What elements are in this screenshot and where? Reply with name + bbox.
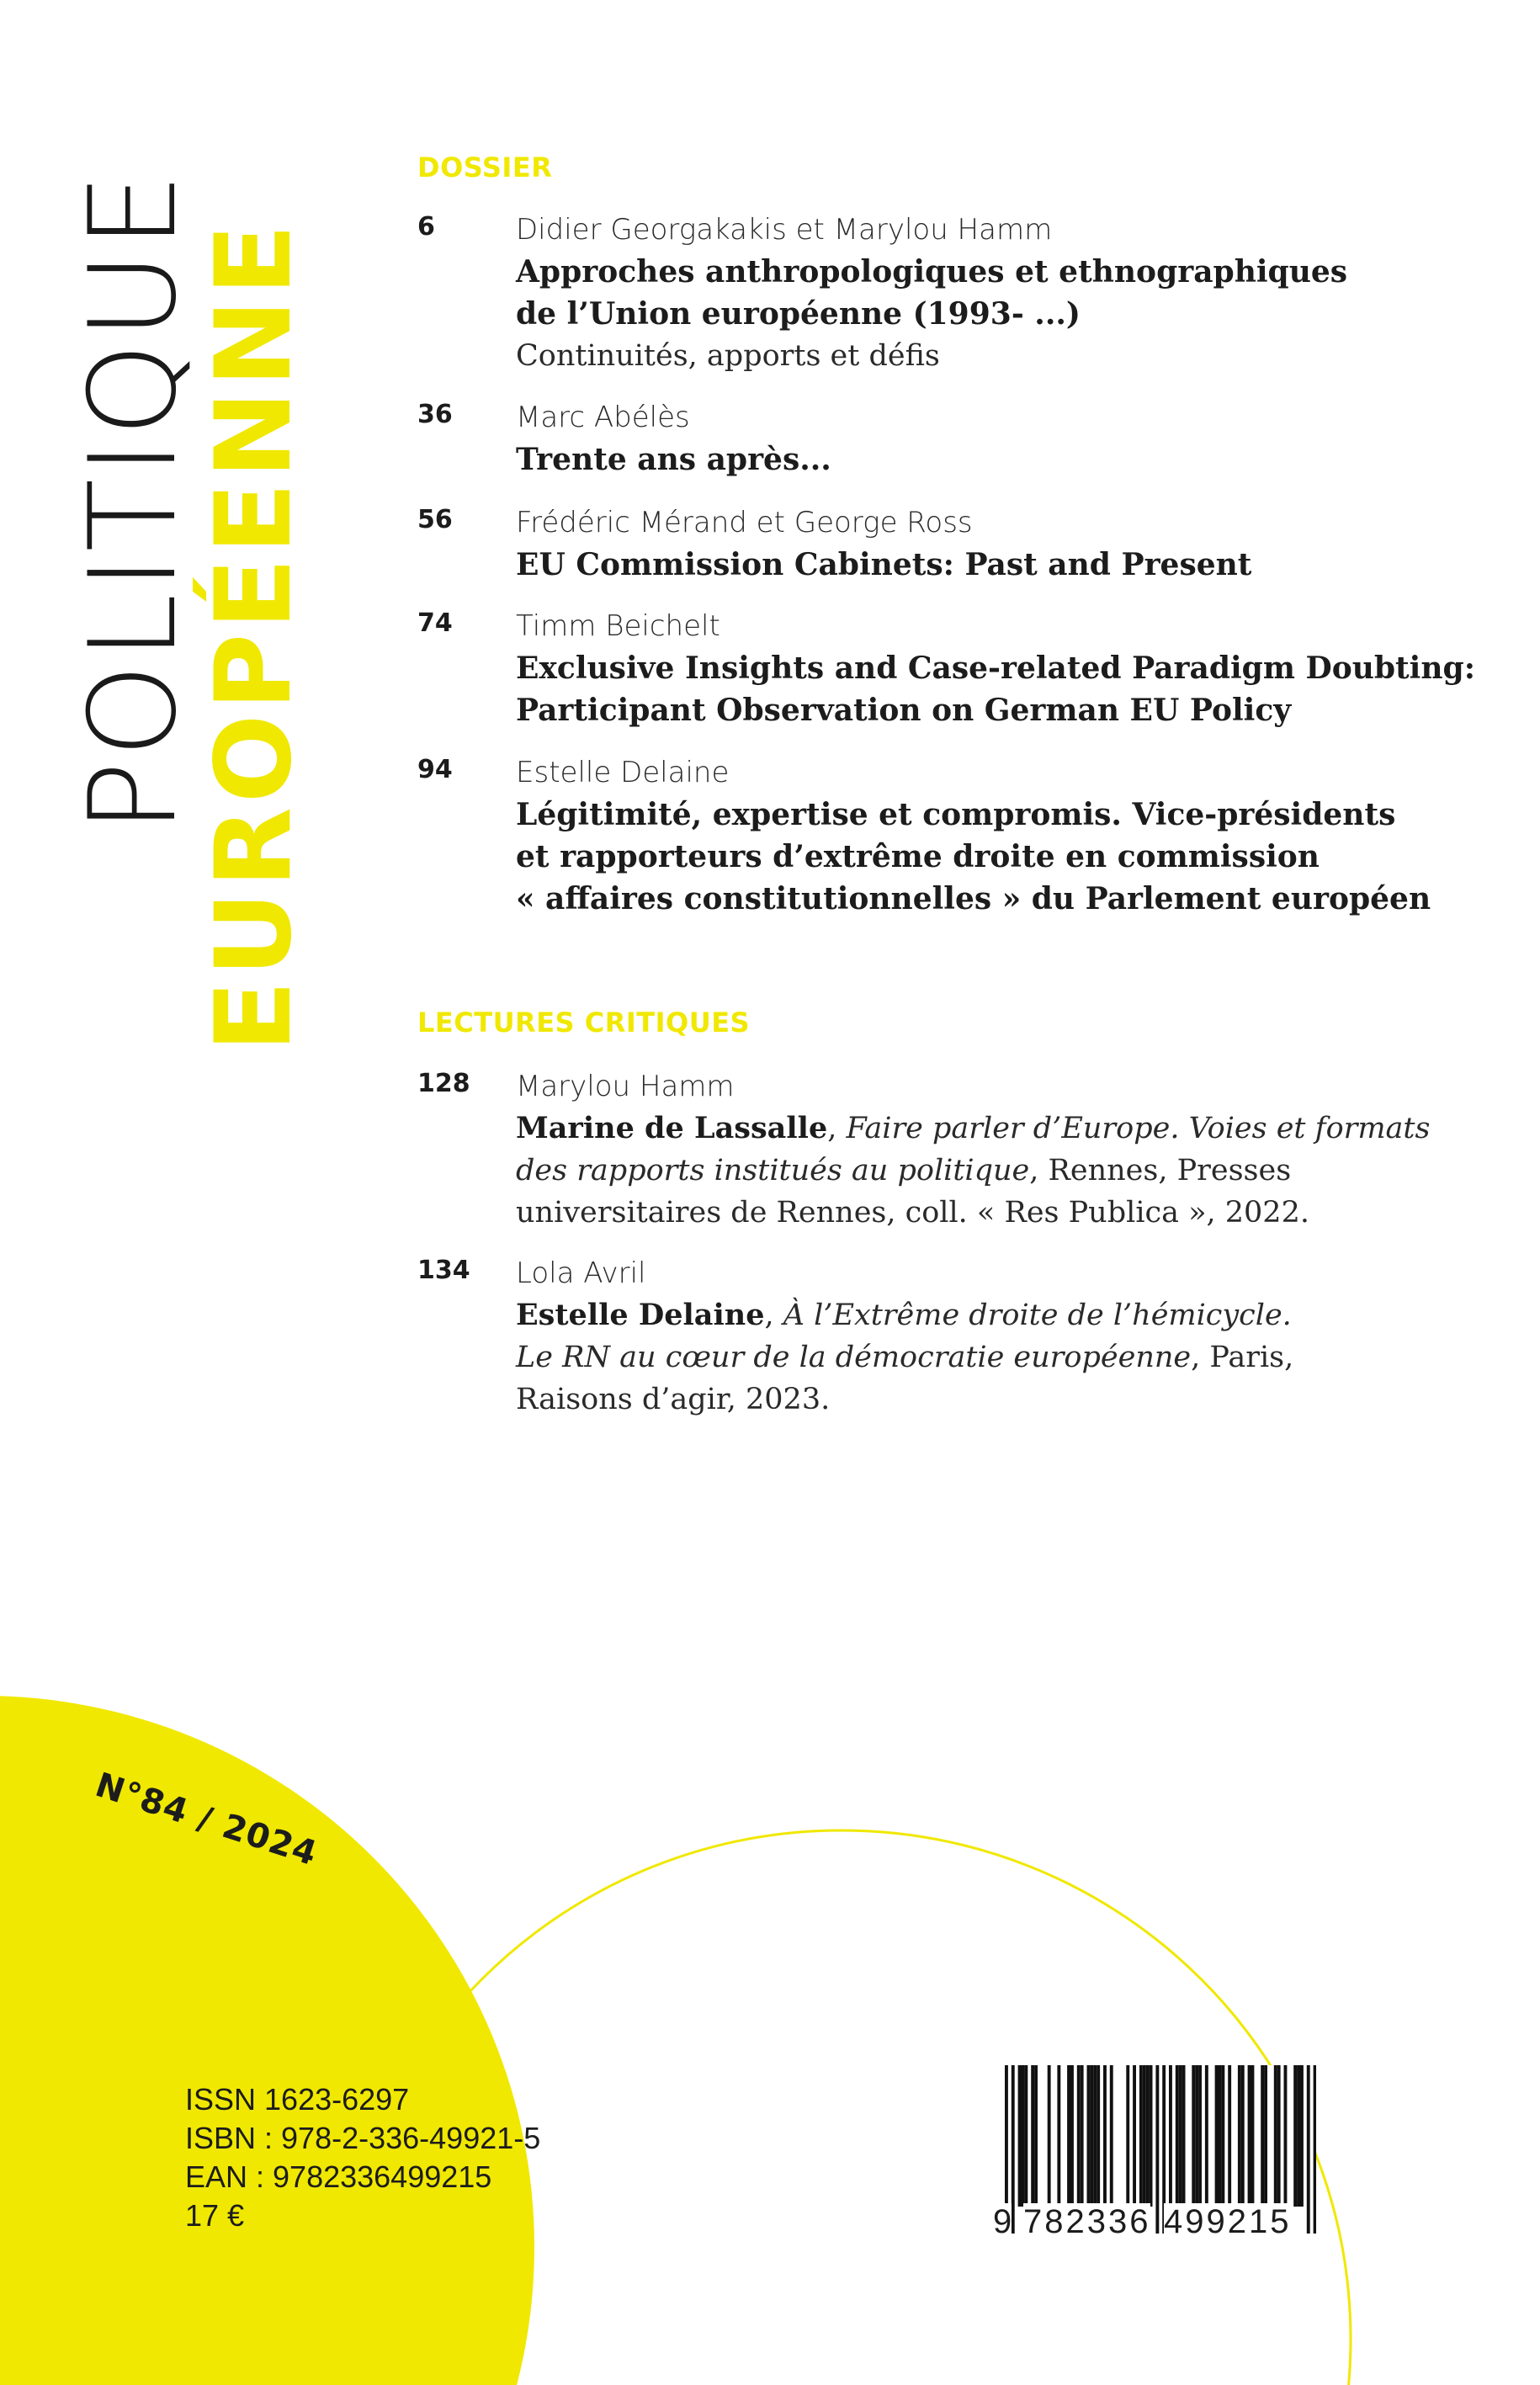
barcode-bar: [1169, 2065, 1172, 2207]
barcode-bar: [1093, 2065, 1097, 2207]
barcode-bar: [1090, 2065, 1093, 2207]
reviewed-book-title: Le RN au cœur de la démocratie européenne: [516, 1341, 1192, 1374]
barcode-bar: [1300, 2065, 1304, 2207]
entry-author: Timm Beichelt: [516, 609, 720, 643]
barcode-bar: [1192, 2065, 1195, 2207]
barcode-bar: [1176, 2065, 1179, 2207]
barcode-bar: [1018, 2065, 1022, 2207]
reviewed-book-author: Estelle Delaine: [516, 1298, 765, 1332]
entry-title-line: « affaires constitutionnelles » du Parlement européen: [516, 881, 1431, 916]
entry-subtitle: Continuités, apports et défis: [516, 339, 940, 373]
entry-title-line: Exclusive Insights and Case-related Paradigm Doubting:: [516, 651, 1475, 686]
issue-number: N°84 / 2024: [90, 1766, 322, 1874]
barcode-bar: [1067, 2065, 1070, 2207]
barcode-bar: [1070, 2065, 1074, 2207]
reviewed-book-title: Faire parler d’Europe. Voies et formats: [846, 1112, 1431, 1145]
reviewed-book-title: À l’Extrême droite de l’hémicycle.: [783, 1299, 1292, 1332]
entry-page-number: 56: [417, 505, 453, 534]
barcode-bar: [1251, 2065, 1255, 2207]
barcode-digits-right: 499215: [1164, 2203, 1292, 2240]
barcode-bar: [1110, 2065, 1113, 2207]
entry-page-number: 36: [417, 400, 453, 429]
barcode-bar: [1179, 2065, 1182, 2207]
entry-page-number: 94: [417, 755, 453, 784]
review-line: Raisons d’agir, 2023.: [516, 1383, 831, 1416]
barcode-bar: [1077, 2065, 1081, 2207]
barcode-bar: [1314, 2065, 1316, 2234]
entry-title-line: et rapporteurs d’extrême droite en commission: [516, 839, 1320, 874]
barcode-bar: [1307, 2065, 1310, 2234]
barcode-bar: [1057, 2065, 1060, 2207]
entry-title-line: Participant Observation on German EU Policy: [516, 693, 1292, 728]
barcode-bar: [1219, 2065, 1222, 2207]
journal-title-europeenne: EUROPÉENNE: [194, 220, 315, 1052]
reviewed-book-publisher: , Rennes, Presses: [1029, 1154, 1292, 1187]
review-line: [516, 1336, 1484, 1378]
journal-title-politique: POLITIQUE: [64, 169, 203, 833]
barcode-bar: [1103, 2065, 1107, 2207]
barcode-bar: [1155, 2065, 1159, 2234]
barcode-bar: [1248, 2065, 1251, 2207]
barcode-digit-first: 9: [993, 2203, 1012, 2240]
entry-author: Didier Georgakakis et Marylou Hamm: [516, 213, 1053, 247]
review-line: Estelle Delaine, À l’Extrême droite de l’hémicycle.: [516, 1298, 1292, 1332]
barcode-bar: [1215, 2065, 1219, 2207]
entry-page-number: 74: [417, 608, 453, 638]
barcode-bar: [1143, 2065, 1146, 2207]
entry-title-line: de l’Union européenne (1993- ...): [516, 296, 1081, 332]
reviewed-book-title: des rapports institués au politique: [516, 1154, 1030, 1187]
barcode-bar: [1205, 2065, 1208, 2207]
lectures-critiques-heading: LECTURES CRITIQUES: [417, 1007, 751, 1038]
entry-title-line: EU Commission Cabinets: Past and Present: [516, 547, 1252, 582]
barcode-bar: [1238, 2065, 1241, 2207]
barcode-bar: [1221, 2065, 1224, 2207]
barcode-bar: [1126, 2065, 1129, 2207]
barcode-bar: [1097, 2065, 1100, 2207]
barcode-bar: [1228, 2065, 1231, 2207]
barcode-bar: [1277, 2065, 1281, 2207]
review-line: [516, 1150, 1484, 1192]
barcode-bar: [1087, 2065, 1091, 2207]
ean-text: EAN : 9782336499215: [185, 2159, 492, 2194]
barcode-bar: [1297, 2065, 1300, 2207]
barcode-bar: [1031, 2065, 1034, 2207]
barcode-bar: [1034, 2065, 1038, 2207]
review-line: universitaires de Rennes, coll. « Res Publica », 2022.: [516, 1196, 1309, 1230]
entry-author: Frédéric Mérand et George Ross: [516, 506, 973, 539]
barcode-bar: [1195, 2065, 1198, 2207]
issn-text: ISSN 1623-6297: [185, 2082, 410, 2117]
reviewed-book-publisher: , Paris,: [1191, 1341, 1294, 1374]
barcode-bar: [1048, 2065, 1051, 2207]
yellow-filled-circle: [0, 1696, 534, 2385]
barcode-bar: [1012, 2065, 1015, 2234]
isbn-text: ISBN : 978-2-336-49921-5: [185, 2121, 541, 2155]
review-author: Lola Avril: [516, 1256, 646, 1290]
barcode-bar: [1198, 2065, 1202, 2207]
entry-author: Marc Abélès: [516, 401, 690, 434]
barcode-bar: [1150, 2065, 1153, 2207]
barcode-bar: [1146, 2065, 1150, 2207]
dossier-heading: DOSSIER: [417, 151, 553, 183]
entry-title-line: Trente ans après...: [516, 442, 831, 477]
reviewed-book-author: Marine de Lassalle: [516, 1111, 828, 1145]
entry-page-number: 6: [417, 212, 435, 242]
entry-author: Estelle Delaine: [516, 756, 730, 789]
entry-page-number: 128: [417, 1069, 470, 1098]
entry-title-line: Approches anthropologiques et ethnographiques: [516, 254, 1348, 289]
barcode-bar: [1182, 2065, 1186, 2207]
barcode-bar: [1022, 2065, 1025, 2207]
barcode-bar: [1139, 2065, 1143, 2207]
entry-page-number: 134: [417, 1256, 470, 1285]
barcode-bar: [1293, 2065, 1297, 2207]
barcode-bar: [1133, 2065, 1136, 2207]
barcode-bar: [1241, 2065, 1245, 2207]
price-text: 17 €: [185, 2198, 245, 2233]
barcode-bar: [1284, 2065, 1288, 2207]
barcode-digits-left: 782336: [1023, 2203, 1151, 2240]
barcode-bar: [1274, 2065, 1277, 2207]
review-author: Marylou Hamm: [516, 1070, 735, 1103]
review-line: Marine de Lassalle, Faire parler d’Europe. Voies et formats: [516, 1111, 1431, 1145]
barcode-bar: [1024, 2065, 1028, 2207]
entry-title-line: Légitimité, expertise et compromis. Vice-présidents: [516, 797, 1396, 832]
barcode-bar: [1261, 2065, 1264, 2207]
barcode-bar: [1264, 2065, 1267, 2207]
barcode-bar: [1081, 2065, 1084, 2207]
